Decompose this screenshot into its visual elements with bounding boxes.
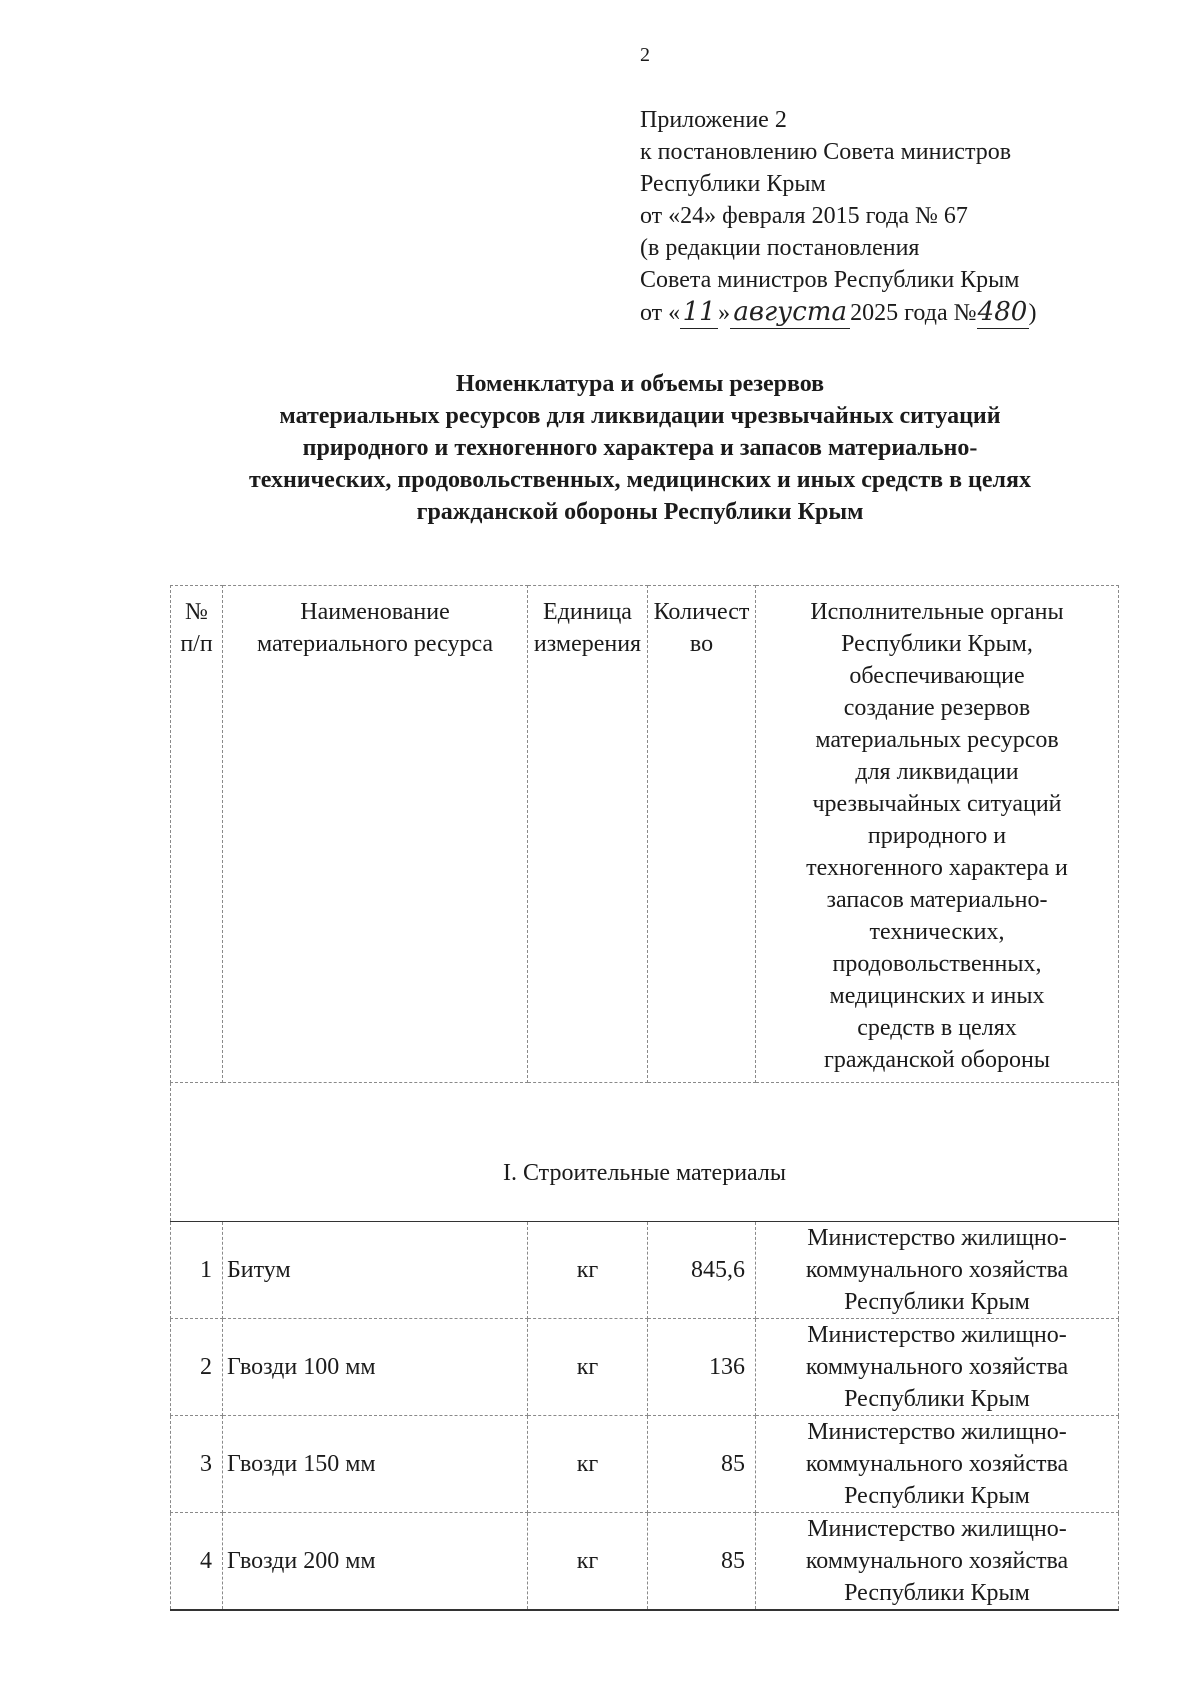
row-num: 4 [171, 1513, 223, 1611]
table-header-row [171, 586, 1119, 1083]
header-org-line: продовольственных, [832, 951, 1042, 977]
table-row [171, 1222, 1119, 1319]
row-qty: 85 [648, 1416, 756, 1513]
row-org [756, 1222, 1119, 1319]
row-org-line: коммунального хозяйства [805, 1354, 1069, 1380]
header-org-line: для ликвидации [855, 759, 1019, 785]
header-org-line: создание резервов [843, 695, 1031, 721]
row-unit: кг [528, 1416, 648, 1513]
row-org-line: Республики Крым [844, 1483, 1030, 1509]
header-num: № п/п [171, 586, 223, 1083]
handwritten-number: 480 [977, 297, 1028, 327]
row-org-line: Министерство жилищно- [807, 1322, 1067, 1348]
handwritten-month: августа [730, 296, 850, 329]
nomenclature-table [170, 585, 1119, 1611]
table-row [171, 1513, 1119, 1611]
date-mid: » [718, 300, 731, 326]
row-name: Гвозди 150 мм [223, 1416, 528, 1513]
row-org-line: Республики Крым [844, 1289, 1030, 1315]
row-unit: кг [528, 1319, 648, 1416]
row-qty: 136 [648, 1319, 756, 1416]
header-qty: Количест во [648, 586, 756, 1083]
date-year: 2025 года № [850, 300, 977, 326]
header-org-line: средств в целях [857, 1015, 1017, 1041]
title-line: Номенклатура и объемы резервов [455, 371, 825, 397]
appendix-line: (в редакции постановления [640, 235, 920, 261]
row-qty: 845,6 [648, 1222, 756, 1319]
header-org-line: Республики Крым, [841, 631, 1033, 657]
header-org-line: гражданской обороны [824, 1047, 1050, 1073]
title-line: технических, продовольственных, медицинских и иных средств в целях [249, 467, 1031, 493]
header-name: Наименование материального ресурса [223, 586, 528, 1083]
row-num: 1 [171, 1222, 223, 1319]
appendix-line: Республики Крым [640, 171, 826, 197]
row-name: Гвозди 100 мм [223, 1319, 528, 1416]
header-org-line: Исполнительные органы [810, 599, 1064, 625]
section-title: I. Строительные материалы [171, 1083, 1119, 1222]
header-org [756, 586, 1119, 1083]
row-org-line: Министерство жилищно- [807, 1516, 1067, 1542]
title-line: гражданской обороны Республики Крым [416, 499, 864, 525]
handwritten-day: 11 [680, 296, 718, 329]
appendix-line: от «24» февраля 2015 года № 67 [640, 203, 968, 229]
row-org [756, 1319, 1119, 1416]
header-org-line: материальных ресурсов [815, 727, 1059, 753]
header-org-line: запасов материально- [826, 887, 1048, 913]
row-org-line: коммунального хозяйства [805, 1257, 1069, 1283]
row-org [756, 1416, 1119, 1513]
appendix-line: Совета министров Республики Крым [640, 267, 1020, 293]
row-unit: кг [528, 1513, 648, 1611]
row-org-line: коммунального хозяйства [805, 1451, 1069, 1477]
table-row [171, 1319, 1119, 1416]
header-org-line: чрезвычайных ситуаций [812, 791, 1062, 817]
date-prefix: от « [640, 300, 681, 326]
document-title [165, 368, 1115, 528]
row-org-line: Республики Крым [844, 1580, 1030, 1606]
row-org [756, 1513, 1119, 1611]
row-org-line: коммунального хозяйства [805, 1548, 1069, 1574]
header-org-line: обеспечивающие [849, 663, 1025, 689]
header-org-line: природного и [867, 823, 1007, 849]
section-row [171, 1083, 1119, 1222]
header-org-line: техногенного характера и [806, 855, 1068, 881]
header-org-line: технических, [869, 919, 1005, 945]
row-org-line: Министерство жилищно- [807, 1419, 1067, 1445]
row-num: 3 [171, 1416, 223, 1513]
date-suffix: ) [1028, 300, 1037, 326]
table-row [171, 1416, 1119, 1513]
appendix-line: к постановлению Совета министров [640, 139, 1012, 165]
title-line: материальных ресурсов для ликвидации чрезвычайных ситуаций [279, 403, 1001, 429]
row-org-line: Республики Крым [844, 1386, 1030, 1412]
amendment-date-line [640, 296, 1037, 329]
row-name: Гвозди 200 мм [223, 1513, 528, 1611]
row-org-line: Министерство жилищно- [807, 1225, 1067, 1251]
appendix-line: Приложение 2 [640, 107, 787, 133]
header-org-line: медицинских и иных [829, 983, 1045, 1009]
title-line: природного и техногенного характера и запасов материально- [302, 435, 978, 461]
row-qty: 85 [648, 1513, 756, 1611]
page-number: 2 [640, 44, 650, 66]
row-name: Битум [223, 1222, 528, 1319]
row-unit: кг [528, 1222, 648, 1319]
header-unit: Единица измерения [528, 586, 648, 1083]
row-num: 2 [171, 1319, 223, 1416]
appendix-block [640, 104, 1037, 329]
